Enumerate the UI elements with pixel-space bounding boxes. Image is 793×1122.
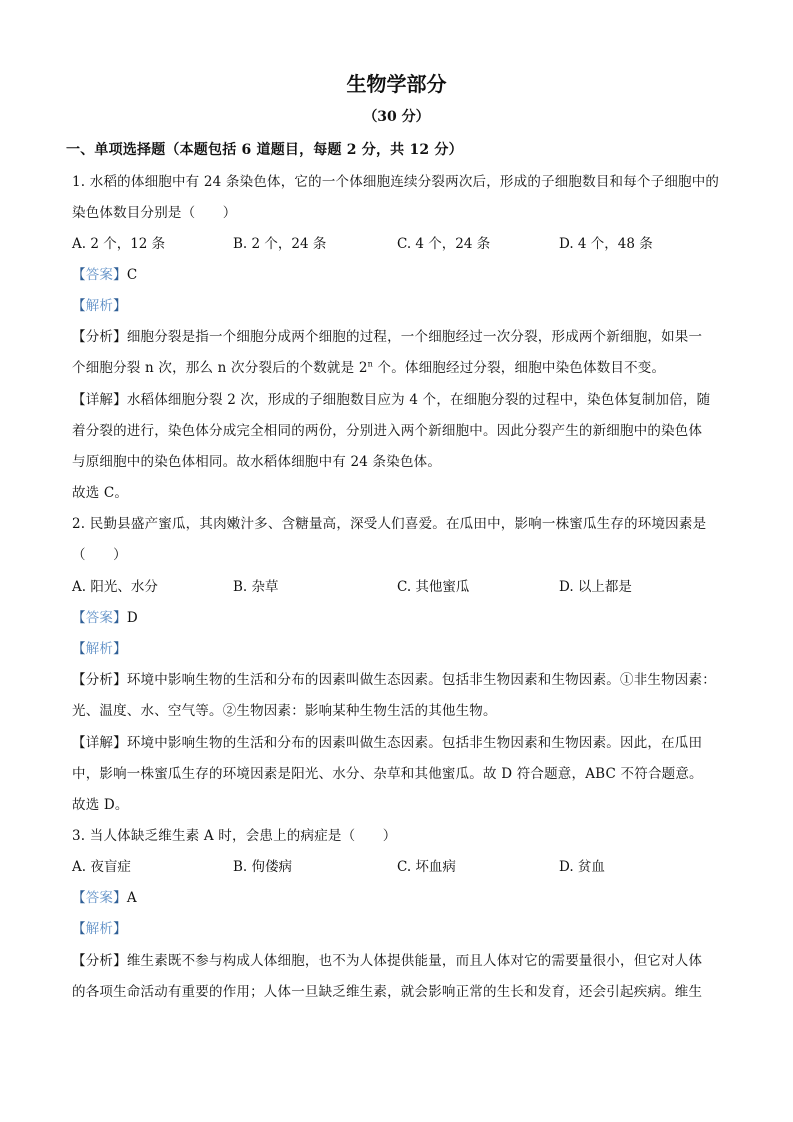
question-1-analysis-label: 【解析】 [72, 298, 127, 314]
question-2-option-d: D. 以上都是 [559, 579, 632, 595]
question-3-option-b: B. 佝偻病 [233, 859, 293, 875]
question-2-fenxi-line-2: 光、温度、水、空气等。②生物因素：影响某种生物生活的其他生物。 [72, 703, 497, 719]
question-3-option-a: A. 夜盲症 [72, 859, 131, 875]
question-2-option-c: C. 其他蜜瓜 [397, 579, 470, 595]
question-1-option-b: B. 2 个，24 条 [233, 236, 327, 252]
question-1-xiangjie-line-3: 与原细胞中的染色体相同。故水稻体细胞中有 24 条染色体。 [72, 454, 442, 470]
question-2-xiangjie-line-1: 【详解】环境中影响生物的生活和分布的因素叫做生态因素。包括非生物因素和生物因素。因此，在瓜田 [72, 735, 703, 751]
question-3-option-c: C. 坏血病 [397, 859, 456, 875]
question-1-xiangjie-line-1: 【详解】水稻体细胞分裂 2 次，形成的子细胞数目应为 4 个，在细胞分裂的过程中，染色体复制加倍，随 [72, 392, 711, 408]
question-1-option-a: A. 2 个，12 条 [72, 236, 166, 252]
question-2-stem-line-1: 2. 民勤县盛产蜜瓜，其肉嫩汁多、含糖量高，深受人们喜爱。在瓜田中，影响一株蜜瓜生存的环境因素是 [72, 516, 707, 532]
answer-value: D [126, 610, 138, 626]
score-subtitle: （30 分） [363, 109, 430, 125]
question-2-option-b: B. 杂草 [233, 579, 279, 595]
answer-label: 答案 [85, 267, 114, 283]
question-1-xiangjie-line-2: 着分裂的进行，染色体分成完全相同的两份，分别进入两个新细胞中。因此分裂产生的新细胞中的染色体 [72, 423, 703, 439]
question-1-fenxi-line-2: 个细胞分裂 n 次，那么 n 次分裂后的个数就是 2$^n$ 个。体细胞经过分裂，细胞中染色体数目不变。 [72, 359, 666, 376]
question-2-fenxi-line-1: 【分析】环境中影响生物的生活和分布的因素叫做生态因素。包括非生物因素和生物因素。①非生物因素： [72, 672, 716, 688]
question-2-conclusion: 故选 D。 [72, 797, 129, 813]
question-1-answer: 【答案】C [72, 267, 138, 283]
question-2-analysis-label: 【解析】 [72, 641, 127, 657]
question-2-answer: 【答案】D [72, 610, 138, 626]
answer-label: 答案 [85, 890, 114, 906]
question-2-xiangjie-line-2: 中，影响一株蜜瓜生存的环境因素是阳光、水分、杂草和其他蜜瓜。故 D 符合题意，ABC 不符合题意。 [72, 766, 703, 782]
question-3-answer: 【答案】A [72, 890, 137, 906]
question-1-stem-line-1: 1. 水稻的体细胞中有 24 条染色体，它的一个体细胞连续分裂两次后，形成的子细胞数目和每个子细胞中的 [72, 174, 720, 190]
question-2-option-a: A. 阳光、水分 [72, 579, 158, 595]
question-3-fenxi-line-1: 【分析】维生素既不参与构成人体细胞，也不为人体提供能量，而且人体对它的需要量很小，但它对人体 [72, 953, 703, 969]
question-1-option-c: C. 4 个，24 条 [397, 236, 491, 252]
answer-value: A [126, 890, 137, 906]
question-3-fenxi-line-2: 的各项生命活动有重要的作用；人体一旦缺乏维生素，就会影响正常的生长和发育，还会引起疾病。维生 [72, 984, 703, 1000]
question-3-option-d: D. 贫血 [559, 859, 605, 875]
question-1-conclusion: 故选 C。 [72, 485, 129, 501]
question-2-stem-line-2: （ ） [72, 547, 127, 563]
question-1-stem-line-2: 染色体数目分别是（ ） [72, 205, 237, 221]
section-heading: 一、单项选择题（本题包括 6 道题目，每题 2 分，共 12 分） [66, 142, 463, 158]
answer-value: C [126, 267, 138, 283]
page-title: 生物学部分 [346, 72, 447, 96]
question-3-analysis-label: 【解析】 [72, 921, 127, 937]
question-1-fenxi-line-1: 【分析】细胞分裂是指一个细胞分成两个细胞的过程，一个细胞经过一次分裂，形成两个新细胞，如果一 [72, 329, 703, 345]
answer-label: 答案 [85, 610, 114, 626]
question-3-stem-line-1: 3. 当人体缺乏维生素 A 时，会患上的病症是（ ） [72, 828, 397, 844]
question-1-option-d: D. 4 个，48 条 [559, 236, 653, 252]
